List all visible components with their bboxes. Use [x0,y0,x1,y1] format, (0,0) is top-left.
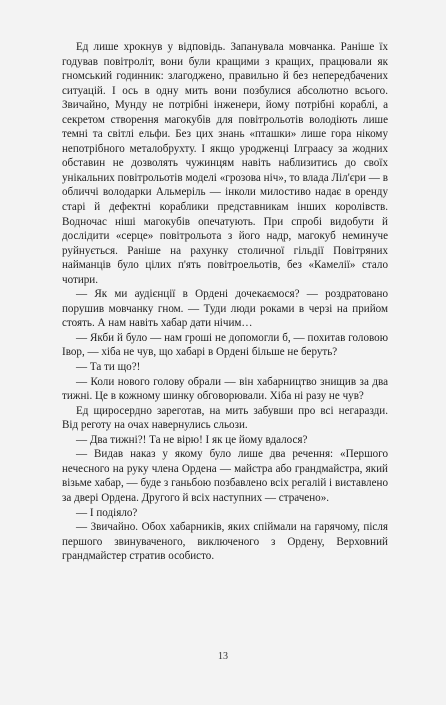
paragraph-2: — Як ми аудієнції в Ордені дочекаємося? — роздратовано порушив мовчанку гном. — Туди люди роками в черзі на прийом стоять. А нам навіть хабар дати нічим… [62,288,388,330]
paragraph-4: — Та ти що?! [76,361,141,374]
page-number: 13 [218,651,228,662]
paragraph-3: — Якби й було — нам гроші не допомогли б, — похитав головою Івор, — хіба не чув, що хабарі в Ордені більше не беруть? [62,331,388,359]
paragraph-6: Ед щиросердно зареготав, на мить забувши про всі негаразди. Від реготу на очах навернулись сльози. [62,404,388,432]
paragraph-10: — Звичайно. Обох хабарників, яких спіймали на гарячому, після першого звинуваченого, виключеного з Ордену, Верховний грандмайстер стратив особисто. [62,521,388,563]
paragraph-7: — Два тижні?! Та не вірю! І як це йому вдалося? [76,433,308,446]
paragraph-1: Ед лише хрокнув у відповідь. Запанувала мовчанка. Раніше їх годував повітроліт, вони були кращими з кращих, працювали як гномський годинник: злагоджено, правильно й без непередбачених ситуацій. І ось в одну мить вони позбулися абсолютно всього. Звичайно, Мунду не потрібні інженери, йому потрібні кораблі, а секретом створення магокубів для повітрольотів володіють лише темні та світлі ельфи. Без цих знань «пташки» лише гора нікому непотрібного металобрухту. І якщо уродженці Ілграасу за жодних обставин не дозволять чужинцям навіть наблизитись до своїх унікальних повітрольотів моделі «грозова ніч», то влада Ліл'єри — в обличчі володарки Альмеріль — інколи милостиво надає в оренду старі й дефектні кораблики представникам інших королівств. Водночас ніші магокубів опечатують. При спробі видобути й дослідити «серце» повітрольота з його надр, магокуб неминуче руйнується. Раніше на рахунку столичної гільдії Повітряних найманців було цілих п'ять повітроельотів, без «Камелії» стало чотири. [62,41,388,286]
book-page-text [62,40,388,564]
paragraph-5: — Коли нового голову обрали — він хабарництво знищив за два тижні. Це в кожному шинку обговорювали. Хіба ні разу не чув? [62,375,388,403]
paragraph-8: — Видав наказ у якому було лише два речення: «Першого нечесного на руку члена Ордена — майстра або грандмайстра, який візьме хабар, — буде з ганьбою позбавлено всіх регалій і виставлено за двері Ордена. Другого й всіх наступних — страчено». [62,448,388,504]
paragraph-9: — І подіяло? [76,506,138,519]
